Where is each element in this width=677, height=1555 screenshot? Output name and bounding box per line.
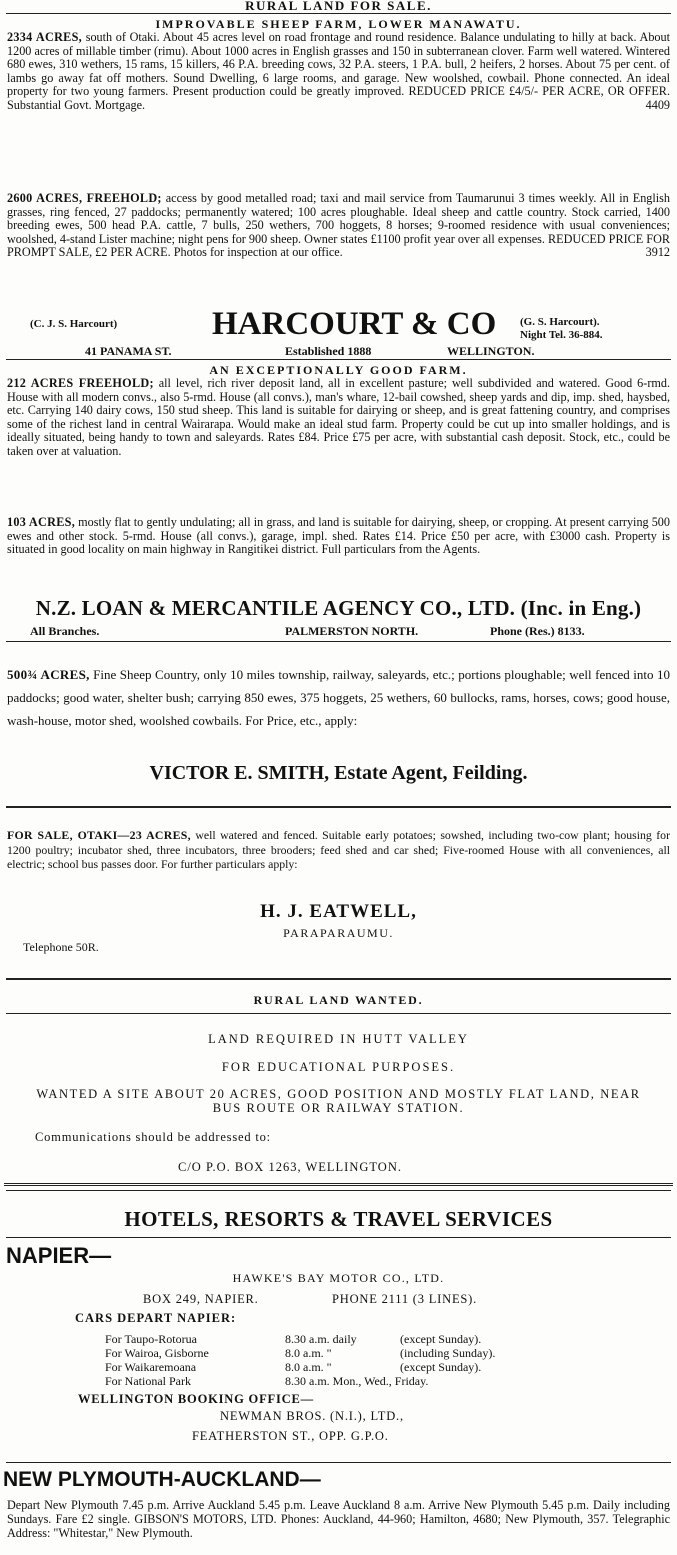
divider bbox=[6, 1013, 671, 1014]
smith-lead: 500¾ ACRES, bbox=[7, 667, 90, 682]
napier-schedule bbox=[0, 1332, 505, 1388]
farm1-ref: 4409 bbox=[645, 97, 670, 112]
nzloan-p2-lead: 103 ACRES, bbox=[7, 515, 76, 529]
napier-cars-depart: CARS DEPART NAPIER: bbox=[75, 1311, 237, 1325]
farm1-listing bbox=[7, 31, 670, 113]
nzloan-p1-text: all level, rich river deposit land, all in excellent pasture; well subdivided and watered. Good 6-rmd. House with all modern convs., also 5-rmd. House (all convs.), man's whare, 12-bail cowshed, sheep yards and dip, imp. shed, haysbed, etc. Carrying 140 dairy cows, 150 stud sheep. This land is suitable for dairying or sheep, and is great fattening country, and comprises some of the richest land in central Wairarapa. Would make an ideal stud farm. Property could be cut up into smaller holdings, and is ideally situated, being handy to town and saleyards. Rates £84. Price £75 per acre, with substantial cash deposit. Stock, etc., could be taken over at valuation. bbox=[7, 376, 670, 458]
nzloan-listing-1 bbox=[7, 377, 670, 459]
wanted-line3: WANTED A SITE ABOUT 20 ACRES, GOOD POSITION AND MOSTLY FLAT LAND, NEAR BUS ROUTE OR RAILWAY STATION. bbox=[36, 1087, 641, 1115]
nzloan-city: PALMERSTON NORTH. bbox=[285, 624, 419, 638]
harcourt-address-row bbox=[85, 344, 585, 359]
nzloan-title: AN EXCEPTIONALLY GOOD FARM. bbox=[209, 363, 468, 377]
napier-booking-addr: FEATHERSTON ST., OPP. G.P.O. bbox=[192, 1429, 389, 1443]
schedule-row: For National Park 8.30 a.m. Mon., Wed., Friday. bbox=[105, 1374, 429, 1388]
divider bbox=[6, 13, 671, 14]
napier-title: NAPIER— bbox=[6, 1243, 112, 1268]
eatwell-place: PARAPARAUMU. bbox=[283, 926, 394, 940]
farm2-lead: 2600 ACRES, FREEHOLD; bbox=[7, 191, 162, 205]
napier-booking-agent: NEWMAN BROS. (N.I.), LTD., bbox=[220, 1409, 404, 1423]
nzloan-agency-name: N.Z. LOAN & MERCANTILE AGENCY CO., LTD. (Inc. in Eng.) bbox=[35, 596, 642, 620]
nzloan-phone: Phone (Res.) 8133. bbox=[490, 624, 585, 638]
napier-booking: WELLINGTON BOOKING OFFICE— bbox=[78, 1392, 314, 1406]
divider bbox=[6, 978, 671, 980]
farm2-text: access by good metalled road; taxi and mail service from Taumarunui 3 times weekly. All in English grasses, ring fenced, 27 paddocks; permanently watered; 100 acres ploughable. Ideal sheep and cattle country. Stock carried, 1400 breeding ewes, 500 head P.A. cattle, 7 bulls, 250 wethers, 700 hoggets, 8 horses; 9-roomed residence with usual conveniences; woolshed, 4-stand Lister machine; night pens for 900 sheep. Owner states £1100 profit year over all expenses. REDUCED PRICE FOR PROMPT SALE, £2 PER ACRE. Photos for inspection at our office. bbox=[7, 191, 670, 260]
section-header-hotels: HOTELS, RESORTS & TRAVEL SERVICES bbox=[124, 1207, 553, 1231]
schedule-row: For Taupo-Rotorua 8.30 a.m. daily (except Sunday). bbox=[105, 1332, 482, 1346]
wanted-line5: C/O P.O. BOX 1263, WELLINGTON. bbox=[178, 1160, 402, 1174]
np-text: Depart New Plymouth 7.45 p.m. Arrive Auckland 5.45 p.m. Leave Auckland 8 a.m. Arrive New Plymouth 5.45 p.m. Daily including Sundays. Fare £2 single. GIBSON'S MOTORS, LTD. Phones: Auckland, 44-960; Hamilton, 4680; New Plymouth, 357. Telegraphic Address: "Whitestar," New Plymouth. bbox=[7, 1498, 670, 1540]
divider bbox=[6, 1190, 671, 1191]
wanted-line1: LAND REQUIRED IN HUTT VALLEY bbox=[208, 1032, 469, 1046]
eatwell-listing bbox=[7, 828, 670, 872]
napier-phone: PHONE 2111 (3 LINES). bbox=[332, 1292, 478, 1306]
eatwell-lead: FOR SALE, OTAKI—23 ACRES, bbox=[7, 828, 191, 842]
napier-box: BOX 249, NAPIER. bbox=[143, 1292, 259, 1306]
divider bbox=[6, 1462, 671, 1463]
smith-agent: VICTOR E. SMITH, Estate Agent, Feilding. bbox=[149, 762, 528, 784]
schedule-row: For Waikaremoana 8.0 a.m. " (except Sunday). bbox=[105, 1360, 482, 1374]
smith-text: Fine Sheep Country, only 10 miles township, railway, saleyards, etc.; portions ploughable; well fenced into 10 paddocks; good water, shelter bush; carrying 850 ewes, 375 hoggets, 25 wethers, 60 bullocks, rams, horses, cows; good house, wash-house, motor shed, woolshed cowbails. For Price, etc., apply: bbox=[7, 667, 670, 728]
divider bbox=[4, 1183, 673, 1186]
harcourt-address: 41 PANAMA ST. bbox=[85, 344, 172, 358]
eatwell-phone: Telephone 50R. bbox=[23, 940, 99, 954]
divider bbox=[6, 1237, 671, 1238]
farm1-title: IMPROVABLE SHEEP FARM, LOWER MANAWATU. bbox=[155, 17, 522, 31]
farm1-lead: 2334 ACRES, bbox=[7, 30, 83, 44]
section-header-rural-sale: RURAL LAND FOR SALE. bbox=[245, 0, 432, 13]
harcourt-left-note: (C. J. S. Harcourt) bbox=[30, 318, 118, 330]
farm2-ref: 3912 bbox=[645, 245, 670, 260]
np-title: NEW PLYMOUTH-AUCKLAND— bbox=[3, 1468, 321, 1491]
smith-listing bbox=[7, 663, 670, 732]
nzloan-branches: All Branches. bbox=[30, 624, 100, 638]
section-header-rural-wanted: RURAL LAND WANTED. bbox=[253, 993, 424, 1007]
farm1-text: south of Otaki. About 45 acres level on road frontage and round residence. Balance undulating to hilly at back. About 1200 acres of millable timber (rimu). About 1000 acres in English grasses and 150 in subterranean clover. Farm well watered. Wintered 680 ewes, 310 wethers, 15 rams, 15 killers, 46 P.A. breeding cows, 32 P.A. steers, 1 P.A. bull, 2 heifers, 2 horses. About 75 per cent. of lambs go away fat off mothers. Sound Dwelling, 6 large rooms, and garage. New woolshed, cowbail. Phone connected. An ideal property for two young farmers. Present production could be greatly improved. REDUCED PRICE £4/5/- PER ACRE, OR OFFER. Substantial Govt. Mortgage. bbox=[7, 30, 670, 112]
divider bbox=[6, 641, 671, 642]
eatwell-name: H. J. EATWELL, bbox=[260, 901, 417, 922]
harcourt-right-note: (G. S. Harcourt). bbox=[520, 316, 600, 328]
harcourt-night-tel: Night Tel. 36-884. bbox=[520, 329, 603, 341]
harcourt-city: WELLINGTON. bbox=[447, 344, 535, 358]
eatwell-text: well watered and fenced. Suitable early potatoes; sowshed, including two-cow plant; housing for 1200 poultry; incubator shed, three incubators, three brooders; feed shed and car shed; Five-roomed House with all conveniences, all electric; school bus passes door. For further particulars apply: bbox=[7, 828, 670, 871]
nzloan-p2-text: mostly flat to gently undulating; all in grass, and land is suitable for dairying, sheep, or cropping. At present carrying 500 ewes and other stock. 5-rmd. House (all convs.), garage, impl. shed. Rates £14. Price £50 per acre, with £3000 cash. Property is situated in good locality on main highway in Rangitikei district. Full particulars from the Agents. bbox=[7, 515, 670, 557]
schedule-row: For Wairoa, Gisborne 8.0 a.m. " (including Sunday). bbox=[105, 1346, 496, 1360]
harcourt-established: Established 1888 bbox=[285, 344, 372, 358]
schedule-table bbox=[105, 1332, 505, 1388]
divider bbox=[6, 806, 671, 808]
harcourt-name: HARCOURT & CO bbox=[212, 306, 497, 342]
wanted-line2: FOR EDUCATIONAL PURPOSES. bbox=[221, 1060, 456, 1074]
farm2-listing bbox=[7, 192, 670, 260]
divider bbox=[6, 359, 671, 360]
nzloan-listing-2 bbox=[7, 516, 670, 557]
nzloan-p1-lead: 212 ACRES FREEHOLD; bbox=[7, 376, 154, 390]
wanted-line4: Communications should be addressed to: bbox=[35, 1130, 271, 1144]
napier-company: HAWKE'S BAY MOTOR CO., LTD. bbox=[232, 1271, 445, 1285]
